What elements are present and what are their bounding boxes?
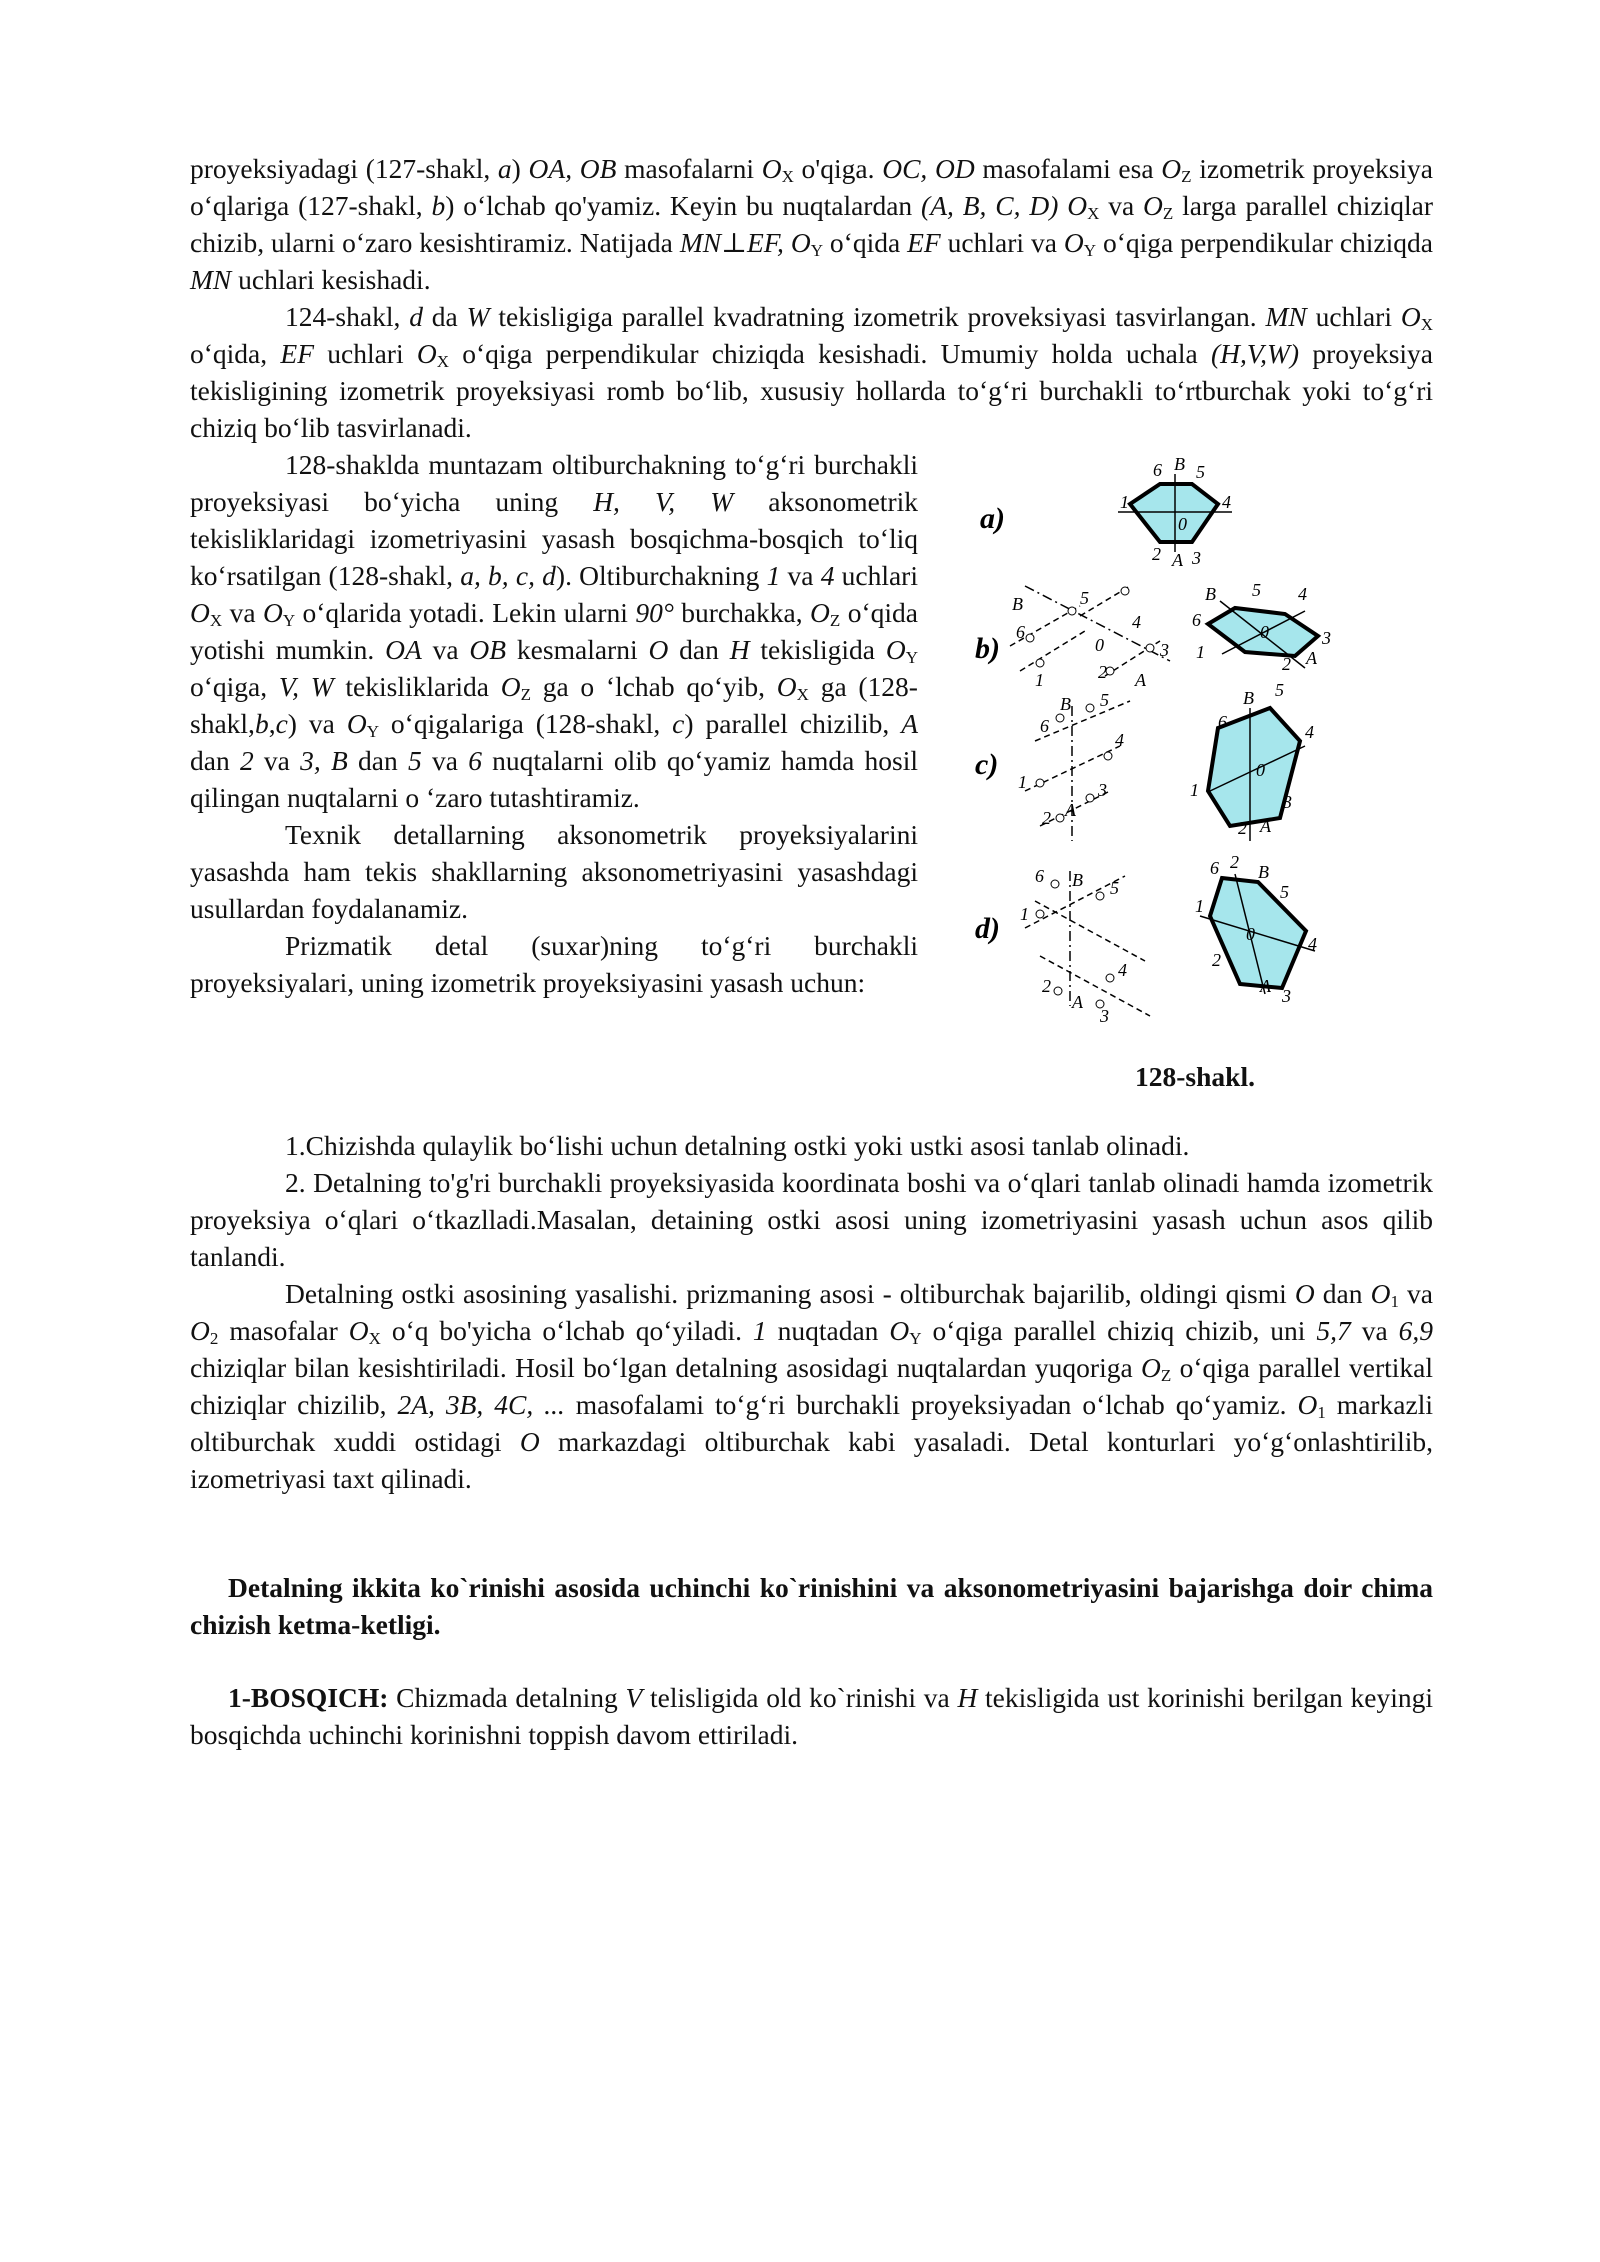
point	[1068, 607, 1076, 615]
construction-b	[1010, 586, 1170, 690]
point	[1121, 587, 1129, 595]
label: 1	[1018, 772, 1027, 792]
label: A	[1072, 992, 1083, 1012]
label: 3	[1160, 640, 1169, 660]
label: 4	[1308, 934, 1317, 954]
label: 0	[1095, 635, 1104, 655]
label: 5	[1196, 462, 1205, 482]
label: 3	[1100, 1006, 1109, 1026]
point	[1104, 752, 1112, 760]
point	[1051, 880, 1059, 888]
label: 6	[1016, 622, 1025, 642]
paragraph-2: 124-shakl, d da W tekisligiga parallel kvadratning izometrik proveksiyasi tasvirlangan. MN uchlari $O_X$ o‘qida, EF uchlari $O_X$ o‘qiga perpendikular chiziqda kesishadi. Umumiy holda uchala (H,V,W) proyeksiya tekisligining izometrik proyeksiyasi romb bo‘lib, xususiy hollarda to‘g‘ri burchakli to‘rtburchak yoki to‘g‘ri chiziq bo‘lib tasvirlanadi.	[190, 301, 1433, 443]
point	[1026, 634, 1034, 642]
label: 6	[1192, 610, 1201, 630]
label: 5	[1080, 588, 1089, 608]
step-1-label: 1-BOSQICH:	[228, 1682, 389, 1713]
paragraph-3: 128-shaklda muntazam oltiburchakning to‘g‘ri burchakli proyeksiyasi bo‘yicha uning H, V, W aksonometrik tekisliklaridagi izometriyasini yasash bosqichma-bosqich to‘liq ko‘rsatilgan (128-shakl, a, b, c, d). Oltiburchakning 1 va 4 uchlari $O_X$ va $O_Y$ o‘qlarida yotadi. Lekin ularni 90° burchakka, $O_Z$ o‘qida yotishi mumkin. OA va OB kesmalarni O dan H tekisligida $O_Y$ o‘qiga, V, W tekisliklarida $O_Z$ ga o ‘lchab qo‘yib, $O_X$ ga (128-shakl,b,c) va $O_Y$ o‘qigalariga (128-shakl, c) parallel chizilib, A dan 2 va 3, B dan 5 va 6 nuqtalarni olib qo‘yamiz hamda hosil qilingan nuqtalarni o ‘zaro tutashtiramiz.	[190, 449, 919, 813]
label: 4	[1298, 584, 1307, 604]
label: B	[1205, 584, 1216, 604]
label: 5	[1100, 690, 1109, 710]
label: 1	[1196, 642, 1205, 662]
paragraph-1: proyeksiyadagi (127-shakl, a) OA, OB masofalarni $O_X$ o'qiga. OC, OD masofalami esa $O_Z$ izometrik proyeksiya o‘qlariga (127-shakl, b) o‘lchab qo'yamiz. Keyin bu nuqtalardan (A, B, C, D) $O_X$ va $O_Z$ larga parallel chiziqlar chizib, ularni o‘zaro kesishtiramiz. Natijada MN⊥EF, $O_Y$ o‘qida EF uchlari va $O_Y$ o‘qiga perpendikular chiziqda MN uchlari kesishadi.	[190, 153, 1434, 295]
label: B	[1060, 694, 1071, 714]
hexagon-a	[1118, 454, 1232, 570]
left-column	[190, 446, 918, 1001]
construction-c	[1018, 690, 1130, 841]
label: 2	[1238, 818, 1247, 838]
paragraph-6: 1.Chizishda qulaylik bo‘lishi uchun detalning ostki yoki ustki asosi tanlab olinadi.	[285, 1130, 1190, 1161]
label: 5	[1275, 680, 1284, 700]
label: 3	[1282, 986, 1291, 1006]
label: 6	[1218, 712, 1227, 732]
document-page	[190, 150, 1433, 1753]
hexagon-c	[1190, 680, 1314, 841]
label: 4	[1222, 492, 1231, 512]
label: 1	[1190, 780, 1199, 800]
row-label-d: d)	[975, 912, 1000, 945]
paragraph-7: 2. Detalning to'g'ri burchakli proyeksiyasida koordinata boshi va o‘qlari tanlab olinadi hamda izometrik proyeksiya o‘qlari o‘tkazlladi.Masalan, detaining ostki asosi uning izometriyasini yasash uchun asos qilib tanlandi.	[190, 1167, 1433, 1272]
hexagon-b	[1192, 580, 1331, 674]
point	[1036, 659, 1044, 667]
label: B	[1012, 594, 1023, 614]
paragraph-5: Prizmatik detal (suxar)ning to‘g‘ri burchakli proyeksiyalari, uning izometrik proyeksiyasini yasash uchun:	[190, 930, 918, 998]
label: 1	[1120, 492, 1129, 512]
point	[1036, 779, 1044, 787]
figure-128-drawing	[960, 446, 1430, 1056]
row-label-a: a)	[980, 502, 1005, 535]
construction-d	[1020, 866, 1150, 1026]
point	[1086, 794, 1094, 802]
label: 1	[1195, 896, 1204, 916]
point	[1054, 987, 1062, 995]
label: 5	[1110, 878, 1119, 898]
figure-128	[960, 446, 1430, 1127]
label: A	[1260, 816, 1271, 836]
label: 0	[1260, 622, 1269, 642]
label: 2	[1152, 544, 1161, 564]
spacer	[190, 1643, 1433, 1679]
point	[1056, 714, 1064, 722]
label: 2	[1042, 808, 1051, 828]
label: 6	[1153, 460, 1162, 480]
label: 3	[1098, 780, 1107, 800]
label: 4	[1305, 722, 1314, 742]
hexagon-d	[1195, 852, 1317, 1006]
label: 3	[1322, 628, 1331, 648]
label: 0	[1246, 924, 1255, 944]
text-figure-zone	[190, 446, 1433, 1127]
label: A	[1306, 648, 1317, 668]
label: 0	[1178, 514, 1187, 534]
paragraph-4: Texnik detallarning aksonometrik proyeksiyalarini yasashda ham tekis shakllarning aksonometriyasini yasashdagi usullardan foydalanamiz.	[190, 819, 918, 924]
label: B	[1072, 870, 1083, 890]
label: 5	[1252, 580, 1261, 600]
label: 0	[1256, 760, 1265, 780]
point	[1106, 667, 1114, 675]
paragraph-8: Detalning ostki asosining yasalishi. prizmaning asosi - oltiburchak bajarilib, oldingi qismi O dan $O_1$ va $O_2$ masofalar $O_X$ o‘q bo'yicha o‘lchab qo‘yiladi. 1 nuqtadan $O_Y$ o‘qiga parallel chiziq chizib, uni 5,7 va 6,9 chiziqlar bilan kesishtiriladi. Hosil bo‘lgan detalning asosidagi nuqtalardan yuqoriga $O_Z$ o‘qiga parallel vertikal chiziqlar chizilib, 2A, 3B, 4C, ... masofalami to‘g‘ri burchakli proyeksiyadan o‘lchab qo‘yamiz. $O_1$ markazli oltiburchak xuddi ostidagi O markazdagi oltiburchak kabi yasaladi. Detal konturlari yo‘g‘onlashtirilib, izometriyasi taxt qilinadi.	[190, 1278, 1433, 1494]
axis	[1040, 956, 1150, 1016]
label: A	[1172, 550, 1183, 570]
label: 2	[1230, 852, 1239, 872]
label: 6	[1035, 866, 1044, 886]
label: A	[1135, 670, 1146, 690]
point	[1056, 814, 1064, 822]
label: 1	[1020, 904, 1029, 924]
label: 6	[1210, 858, 1219, 878]
point	[1146, 644, 1154, 652]
label: 3	[1283, 792, 1292, 812]
label: A	[1260, 976, 1271, 996]
hexagon-a-shape	[1130, 484, 1218, 542]
label: 1	[1035, 670, 1044, 690]
section-heading: Detalning ikkita ko`rinishi asosida uchinchi ko`rinishini va aksonometriyasini bajarishga doir chima chizish ketma-ketligi.	[190, 1572, 1433, 1640]
point	[1036, 910, 1044, 918]
label: 4	[1118, 960, 1127, 980]
label: 4	[1115, 730, 1124, 750]
row-label-c: c)	[975, 748, 999, 781]
label: A	[1065, 800, 1076, 820]
label: 2	[1042, 976, 1051, 996]
axis	[1035, 901, 1145, 961]
label: 2	[1212, 950, 1221, 970]
label: B	[1243, 688, 1254, 708]
label: 2	[1282, 654, 1291, 674]
label: B	[1174, 454, 1185, 474]
label: 6	[1040, 716, 1049, 736]
label: B	[1258, 862, 1269, 882]
point	[1096, 892, 1104, 900]
label: 2	[1098, 662, 1107, 682]
point	[1086, 704, 1094, 712]
point	[1106, 974, 1114, 982]
figure-caption: 128-shakl.	[1135, 1061, 1255, 1092]
label: 5	[1280, 882, 1289, 902]
row-label-b: b)	[975, 632, 1000, 665]
label: 3	[1192, 548, 1201, 568]
label: 4	[1132, 612, 1141, 632]
spacer	[190, 1497, 1433, 1569]
step-1-paragraph: 1-BOSQICH: Chizmada detalning V telisligida old ko`rinishi va H tekisligida ust korinishi berilgan keyingi bosqichda uchinchi korinishni toppish davom ettiriladi.	[190, 1682, 1433, 1750]
